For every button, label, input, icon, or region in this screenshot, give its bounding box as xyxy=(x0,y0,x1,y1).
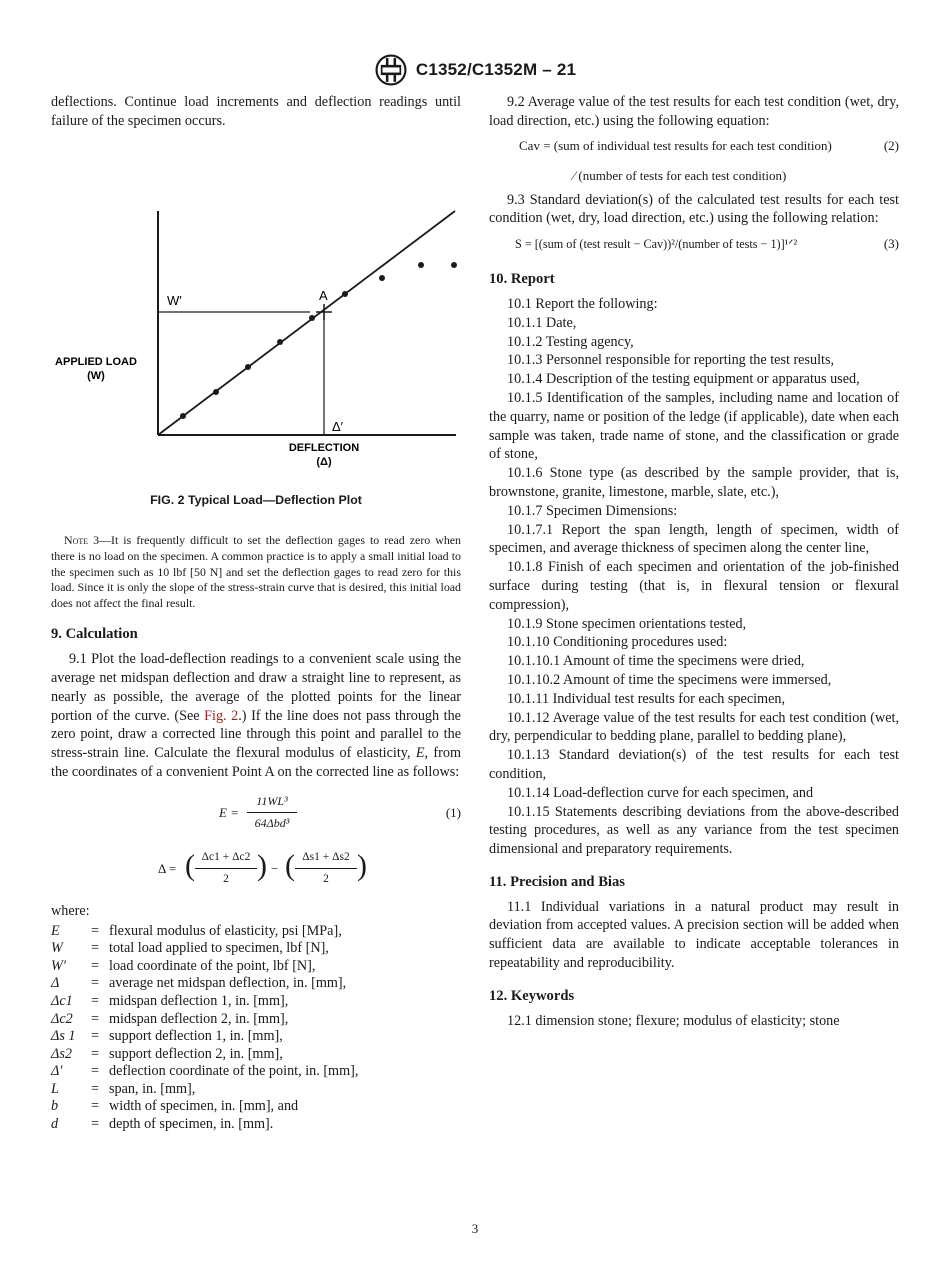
data-point xyxy=(451,262,457,268)
x-axis-label-line2: (Δ) xyxy=(316,455,332,468)
report-item: 10.1.9 Stone specimen orientations tested, xyxy=(507,615,747,632)
paragraph-9-1 xyxy=(51,650,461,782)
variable-symbol: Δc2 xyxy=(51,1010,73,1027)
variable-row xyxy=(51,1046,358,1064)
fig-2-link[interactable]: Fig. 2 xyxy=(204,707,239,724)
eq-delta-paren-close-1: ) xyxy=(257,848,267,882)
eq-delta-minus: − xyxy=(271,860,279,876)
point-a-label: A xyxy=(319,287,328,303)
report-item: 10.1.12 Average value of the test results for each test condition (wet, dry, perpendicular to bedding plane, parallel to bedding plane), xyxy=(489,709,899,745)
eq-delta-paren-open-1: ( xyxy=(185,848,195,882)
report-item: 10.1.7 Specimen Dimensions: xyxy=(507,502,678,519)
variable-row xyxy=(51,923,358,941)
paragraph-9-1-text-c: , from the coordinates of a convenient Point A on the corrected line as follows: xyxy=(51,745,461,780)
report-item: 10.1 Report the following: xyxy=(507,295,658,312)
document-designation: C1352/C1352M – 21 xyxy=(415,60,577,79)
eq-delta-lhs: Δ = xyxy=(158,860,177,876)
variable-description: average net midspan deflection, in. [mm], xyxy=(109,975,347,992)
report-item: 10.1.5 Identification of the samples, including name and location of the quarry, name or position of the ledge (if applicable), date when each sample was taken, trade name of stone, and the classification or grade of stone, xyxy=(489,389,899,463)
note-3 xyxy=(51,533,461,611)
where-label: where: xyxy=(51,902,90,919)
report-item: 10.1.13 Standard deviation(s) of the test results for each test condition, xyxy=(489,747,899,782)
variable-equals: = xyxy=(91,922,100,939)
eq-delta-frac2-den: 2 xyxy=(323,872,329,885)
variable-description: width of specimen, in. [mm], and xyxy=(109,1098,299,1115)
variable-description: midspan deflection 2, in. [mm], xyxy=(109,1010,289,1027)
variable-description: span, in. [mm], xyxy=(109,1080,196,1097)
variable-equals: = xyxy=(91,940,100,957)
variable-symbol: Δs2 xyxy=(51,1045,72,1062)
report-item: 10.1.8 Finish of each specimen and orientation of the job-finished surface during testing (that is, in flexural tension or flexural compression), xyxy=(489,559,899,613)
eq-delta-frac2-num: Δs1 + Δs2 xyxy=(302,850,350,863)
variable-symbol: Δ xyxy=(51,975,60,992)
report-item: 10.1.1 Date, xyxy=(507,314,577,331)
equation-3 xyxy=(489,230,899,256)
delta-prime-label: Δ′ xyxy=(332,418,344,434)
variable-row xyxy=(51,1028,358,1046)
variable-equals: = xyxy=(91,1010,100,1027)
variable-description: flexural modulus of elasticity, psi [MPa], xyxy=(109,922,342,939)
right-column xyxy=(489,93,899,1030)
eq2-line1: Cav = (sum of individual test results for each test condition) xyxy=(519,137,832,153)
variable-row xyxy=(51,1063,358,1081)
paragraph-9-2: 9.2 Average value of the test results for each test condition (wet, dry, load direction, etc.) using the following equation: xyxy=(489,94,899,129)
variable-equals: = xyxy=(91,1116,100,1133)
variable-description: depth of specimen, in. [mm]. xyxy=(109,1116,274,1133)
data-point xyxy=(180,413,186,419)
eq-delta-paren-open-2: ( xyxy=(285,848,295,882)
report-item: 10.1.3 Personnel responsible for reporting the test results, xyxy=(507,352,835,369)
intro-paragraph: deflections. Continue load increments and deflection readings until failure of the specimen occurs. xyxy=(51,94,461,129)
report-item: 10.1.14 Load-deflection curve for each specimen, and xyxy=(507,784,814,801)
eq3-number: (3) xyxy=(883,236,899,252)
y-axis-label-line2: (W) xyxy=(87,369,105,382)
variable-symbol: b xyxy=(51,1098,59,1115)
variable-symbol: d xyxy=(51,1116,59,1133)
variable-description: midspan deflection 1, in. [mm], xyxy=(109,992,289,1009)
paragraph-12-1: 12.1 dimension stone; flexure; modulus of elasticity; stone xyxy=(507,1012,840,1029)
variable-row xyxy=(51,975,358,993)
y-axis-label-line1: APPLIED LOAD xyxy=(55,355,137,368)
variable-symbol: L xyxy=(51,1080,59,1097)
eq1-fraction-bar xyxy=(247,812,297,813)
report-item: 10.1.11 Individual test results for each specimen, xyxy=(507,690,786,707)
variable-description: deflection coordinate of the point, in. [mm], xyxy=(109,1063,359,1080)
report-list xyxy=(489,295,899,859)
variable-row xyxy=(51,1011,358,1029)
variable-row xyxy=(51,958,358,976)
variable-symbol: Δs 1 xyxy=(51,1028,76,1045)
variable-symbol: Δc1 xyxy=(51,992,73,1009)
eq2-number: (2) xyxy=(883,137,899,153)
load-deflection-figure xyxy=(51,147,461,468)
report-item: 10.1.10 Conditioning procedures used: xyxy=(507,634,728,651)
variable-definitions xyxy=(51,923,358,1134)
note-text: —It is frequently difficult to set the deflection gages to read zero when there is no load on the specimen. A common practice is to apply a small initial load to the specimen such as 10 lbf [50 N] and set the deflection gages to read zero for this load. Since it is only the slope of the stress-strain curve that is desired, this initial load does not affect the final result. xyxy=(51,533,462,610)
corrected-line xyxy=(158,211,455,435)
eq-delta-frac1-bar xyxy=(195,868,257,869)
load-deflection-plot xyxy=(51,147,461,468)
left-column xyxy=(51,93,461,1134)
eq-delta-paren-close-2: ) xyxy=(357,848,367,882)
eq1-denominator: 64Δbd³ xyxy=(254,815,290,830)
eq-delta-frac2-bar xyxy=(295,868,357,869)
data-point xyxy=(309,315,315,321)
variable-description: support deflection 2, in. [mm], xyxy=(109,1045,283,1062)
variable-description: load coordinate of the point, lbf [N], xyxy=(109,957,316,974)
variable-equals: = xyxy=(91,1098,100,1115)
variable-equals: = xyxy=(91,1080,100,1097)
report-item: 10.1.10.1 Amount of time the specimens were dried, xyxy=(507,653,805,670)
calculation-heading: 9. Calculation xyxy=(51,626,138,643)
eq1-fraction xyxy=(247,792,297,833)
eq2-line2: ⁄ (number of tests for each test condition) xyxy=(573,167,787,183)
figure-caption: FIG. 2 Typical Load—Deflection Plot xyxy=(150,492,362,507)
variable-equals: = xyxy=(91,1028,100,1045)
variable-equals: = xyxy=(91,957,100,974)
variable-symbol: E xyxy=(51,922,60,939)
eq-delta-frac1-den: 2 xyxy=(223,872,229,885)
variable-symbol: Δ′ xyxy=(51,1063,63,1080)
paragraph-9-3: 9.3 Standard deviation(s) of the calculated test results for each test condition (wet, dry, load direction, etc.) using the following relation: xyxy=(489,191,899,227)
data-point xyxy=(213,389,219,395)
report-item: 10.1.15 Statements describing deviations from the above-described testing procedures, as well as any variance from the test specimen dimensional and preparatory requirements. xyxy=(489,803,899,858)
page-number: 3 xyxy=(471,1221,479,1236)
equation-delta xyxy=(51,846,461,894)
eq1-number: (1) xyxy=(445,804,461,820)
report-item: 10.1.7.1 Report the span length, length of specimen, width of specimen, and average thickness of specimen along the center line, xyxy=(489,521,899,557)
variable-row xyxy=(51,1081,358,1099)
precision-heading: 11. Precision and Bias xyxy=(489,873,625,890)
page-header xyxy=(0,52,950,88)
variable-row xyxy=(51,993,358,1011)
eq-delta-frac1 xyxy=(195,848,257,889)
report-heading: 10. Report xyxy=(489,271,555,288)
variable-row xyxy=(51,940,358,958)
eq3: S = [(sum of (test result − Cav))²/(number of tests − 1)]¹ᐟ² xyxy=(515,237,798,252)
variable-row xyxy=(51,1098,358,1116)
equation-1 xyxy=(51,792,461,838)
paragraph-11-1: 11.1 Individual variations in a natural product may result in deviation from accepted values. A precision section will be added when sufficient data are available to indicate acceptable tolerances in repeatability and reproducibility. xyxy=(489,898,899,972)
paragraph-9-1-text-a: 9.1 Plot the load-deflection readings to a convenient scale using the average net midspan deflection and draw a straight line to represent, as nearly as possible, the average of the plotted points for the linear portion of the curve. (See xyxy=(51,651,461,724)
keywords-heading: 12. Keywords xyxy=(489,987,575,1004)
data-point xyxy=(379,275,385,281)
variable-symbol: W′ xyxy=(51,957,66,974)
variable-description: support deflection 1, in. [mm], xyxy=(109,1028,283,1045)
paragraph-9-1-e: E xyxy=(415,745,425,762)
variable-equals: = xyxy=(91,992,100,1009)
eq1-numerator: 11WL³ xyxy=(256,793,288,808)
variable-description: total load applied to specimen, lbf [N], xyxy=(109,940,329,957)
data-point xyxy=(277,339,283,345)
note-label: Note 3 xyxy=(64,533,100,548)
report-item: 10.1.6 Stone type (as described by the sample provider, that is, brownstone, granite, limestone, marble, slate, etc.), xyxy=(489,465,899,500)
equation-2-line-1 xyxy=(489,135,899,159)
report-item: 10.1.4 Description of the testing equipment or apparatus used, xyxy=(507,371,860,388)
variable-row xyxy=(51,1116,358,1134)
astm-logo-icon xyxy=(374,53,408,87)
variable-equals: = xyxy=(91,1063,100,1080)
x-axis-label-line1: DEFLECTION xyxy=(288,441,360,454)
eq-delta-frac1-num: Δc1 + Δc2 xyxy=(201,850,251,863)
paragraph-9-1-text-b: .) If the line does not pass through the zero point, draw a corrected line through this point and parallel to the stress-strain line. Calculate the flexural modulus of elasticity, xyxy=(51,707,461,762)
data-point xyxy=(418,262,424,268)
variable-equals: = xyxy=(91,975,100,992)
variable-symbol: W xyxy=(51,940,63,957)
data-point xyxy=(342,291,348,297)
equation-2-line-2 xyxy=(489,165,899,191)
data-point xyxy=(245,364,251,370)
eq-delta-frac2 xyxy=(295,848,357,889)
variable-equals: = xyxy=(91,1045,100,1062)
eq1-lhs: E = xyxy=(219,804,239,820)
w-prime-label: W′ xyxy=(167,292,182,308)
report-item: 10.1.10.2 Amount of time the specimens were immersed, xyxy=(507,671,832,688)
report-item: 10.1.2 Testing agency, xyxy=(507,333,634,350)
